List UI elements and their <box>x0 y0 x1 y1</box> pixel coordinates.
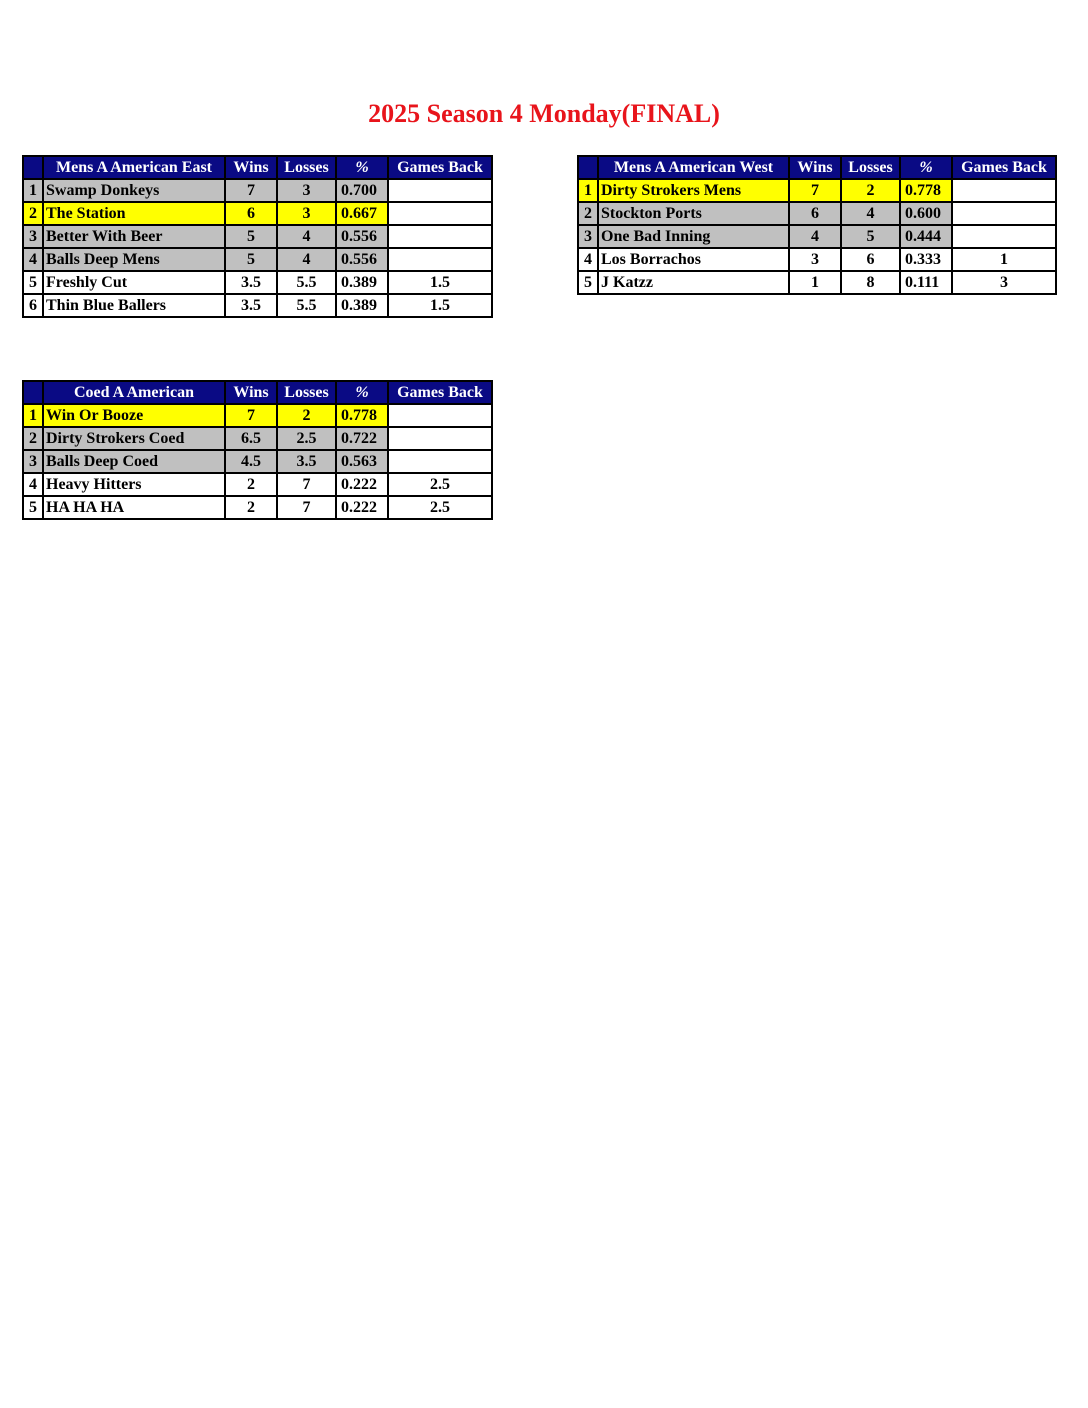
wins-cell: 7 <box>789 179 841 202</box>
pct-header: % <box>336 156 388 179</box>
rank-cell: 6 <box>23 294 43 317</box>
games-back-cell <box>388 427 492 450</box>
pct-cell: 0.778 <box>336 404 388 427</box>
wins-cell: 3 <box>789 248 841 271</box>
wins-cell: 6.5 <box>225 427 277 450</box>
games-back-cell: 2.5 <box>388 473 492 496</box>
losses-cell: 7 <box>277 473 336 496</box>
rank-cell: 5 <box>578 271 598 294</box>
table-row <box>23 473 492 496</box>
games-back-cell <box>388 450 492 473</box>
team-name-cell: HA HA HA <box>43 496 225 519</box>
division-name-header: Coed A American <box>43 381 225 404</box>
team-name-cell: The Station <box>43 202 225 225</box>
team-name-cell: Thin Blue Ballers <box>43 294 225 317</box>
pct-cell: 0.389 <box>336 271 388 294</box>
pct-cell: 0.556 <box>336 248 388 271</box>
losses-header: Losses <box>277 156 336 179</box>
standings-body <box>578 179 1056 294</box>
games-back-cell <box>388 225 492 248</box>
team-name-cell: Dirty Strokers Mens <box>598 179 789 202</box>
wins-header: Wins <box>225 381 277 404</box>
losses-cell: 2.5 <box>277 427 336 450</box>
rank-cell: 3 <box>23 225 43 248</box>
table-row <box>23 248 492 271</box>
team-name-cell: Freshly Cut <box>43 271 225 294</box>
losses-cell: 3.5 <box>277 450 336 473</box>
rank-cell: 1 <box>578 179 598 202</box>
losses-header: Losses <box>277 381 336 404</box>
games-back-cell <box>952 225 1056 248</box>
rank-cell: 4 <box>23 248 43 271</box>
team-name-cell: Better With Beer <box>43 225 225 248</box>
games-back-header: Games Back <box>388 381 492 404</box>
table-row <box>23 427 492 450</box>
games-back-cell <box>952 179 1056 202</box>
team-name-cell: Heavy Hitters <box>43 473 225 496</box>
rank-cell: 1 <box>23 404 43 427</box>
games-back-cell <box>388 248 492 271</box>
wins-cell: 3.5 <box>225 294 277 317</box>
pct-cell: 0.222 <box>336 473 388 496</box>
table-row <box>578 225 1056 248</box>
pct-cell: 0.111 <box>900 271 952 294</box>
pct-header: % <box>900 156 952 179</box>
team-name-cell: Balls Deep Mens <box>43 248 225 271</box>
pct-cell: 0.333 <box>900 248 952 271</box>
table-row <box>578 202 1056 225</box>
wins-cell: 7 <box>225 179 277 202</box>
wins-cell: 5 <box>225 225 277 248</box>
losses-cell: 8 <box>841 271 900 294</box>
losses-cell: 4 <box>277 225 336 248</box>
standings-body <box>23 179 492 317</box>
rank-cell: 3 <box>578 225 598 248</box>
losses-cell: 2 <box>277 404 336 427</box>
rank-cell: 2 <box>23 202 43 225</box>
pct-cell: 0.444 <box>900 225 952 248</box>
pct-cell: 0.778 <box>900 179 952 202</box>
pct-cell: 0.667 <box>336 202 388 225</box>
team-name-cell: Win Or Booze <box>43 404 225 427</box>
pct-header: % <box>336 381 388 404</box>
games-back-cell <box>388 179 492 202</box>
games-back-cell: 3 <box>952 271 1056 294</box>
team-name-cell: Balls Deep Coed <box>43 450 225 473</box>
pct-cell: 0.389 <box>336 294 388 317</box>
games-back-header: Games Back <box>388 156 492 179</box>
wins-cell: 2 <box>225 496 277 519</box>
losses-cell: 3 <box>277 202 336 225</box>
standings-table-mens-east <box>22 155 493 318</box>
wins-cell: 5 <box>225 248 277 271</box>
rank-cell: 3 <box>23 450 43 473</box>
rank-cell: 5 <box>23 496 43 519</box>
wins-header: Wins <box>225 156 277 179</box>
games-back-cell: 1 <box>952 248 1056 271</box>
table-row <box>578 248 1056 271</box>
rank-cell: 2 <box>578 202 598 225</box>
games-back-cell <box>388 404 492 427</box>
table-row <box>23 404 492 427</box>
team-name-cell: J Katzz <box>598 271 789 294</box>
wins-cell: 7 <box>225 404 277 427</box>
wins-cell: 1 <box>789 271 841 294</box>
wins-cell: 4.5 <box>225 450 277 473</box>
wins-cell: 6 <box>225 202 277 225</box>
wins-header: Wins <box>789 156 841 179</box>
games-back-cell: 1.5 <box>388 271 492 294</box>
page-title: 2025 Season 4 Monday(FINAL) <box>368 99 720 128</box>
table-row <box>578 271 1056 294</box>
table-row <box>23 225 492 248</box>
wins-cell: 3.5 <box>225 271 277 294</box>
team-name-cell: Swamp Donkeys <box>43 179 225 202</box>
games-back-header: Games Back <box>952 156 1056 179</box>
standings-body <box>23 404 492 519</box>
team-name-cell: Los Borrachos <box>598 248 789 271</box>
losses-cell: 4 <box>277 248 336 271</box>
games-back-cell: 1.5 <box>388 294 492 317</box>
division-name-header: Mens A American West <box>598 156 789 179</box>
pct-cell: 0.600 <box>900 202 952 225</box>
table-row <box>23 271 492 294</box>
division-name-header: Mens A American East <box>43 156 225 179</box>
table-row <box>23 179 492 202</box>
table-row <box>23 450 492 473</box>
table-row <box>23 202 492 225</box>
standings-table-mens-west <box>577 155 1057 295</box>
games-back-cell <box>388 202 492 225</box>
losses-cell: 3 <box>277 179 336 202</box>
wins-cell: 6 <box>789 202 841 225</box>
losses-cell: 2 <box>841 179 900 202</box>
rank-cell: 2 <box>23 427 43 450</box>
rank-cell: 4 <box>578 248 598 271</box>
games-back-cell: 2.5 <box>388 496 492 519</box>
wins-cell: 2 <box>225 473 277 496</box>
pct-cell: 0.222 <box>336 496 388 519</box>
pct-cell: 0.722 <box>336 427 388 450</box>
table-row <box>23 294 492 317</box>
pct-cell: 0.556 <box>336 225 388 248</box>
losses-cell: 5 <box>841 225 900 248</box>
rank-header <box>578 156 598 179</box>
losses-cell: 5.5 <box>277 294 336 317</box>
rank-cell: 5 <box>23 271 43 294</box>
standings-table-coed <box>22 380 493 520</box>
losses-cell: 4 <box>841 202 900 225</box>
losses-cell: 5.5 <box>277 271 336 294</box>
rank-cell: 1 <box>23 179 43 202</box>
team-name-cell: One Bad Inning <box>598 225 789 248</box>
table-row <box>23 496 492 519</box>
losses-cell: 7 <box>277 496 336 519</box>
table-row <box>578 179 1056 202</box>
rank-header <box>23 156 43 179</box>
pct-cell: 0.563 <box>336 450 388 473</box>
team-name-cell: Stockton Ports <box>598 202 789 225</box>
games-back-cell <box>952 202 1056 225</box>
losses-header: Losses <box>841 156 900 179</box>
rank-header <box>23 381 43 404</box>
rank-cell: 4 <box>23 473 43 496</box>
wins-cell: 4 <box>789 225 841 248</box>
pct-cell: 0.700 <box>336 179 388 202</box>
team-name-cell: Dirty Strokers Coed <box>43 427 225 450</box>
losses-cell: 6 <box>841 248 900 271</box>
